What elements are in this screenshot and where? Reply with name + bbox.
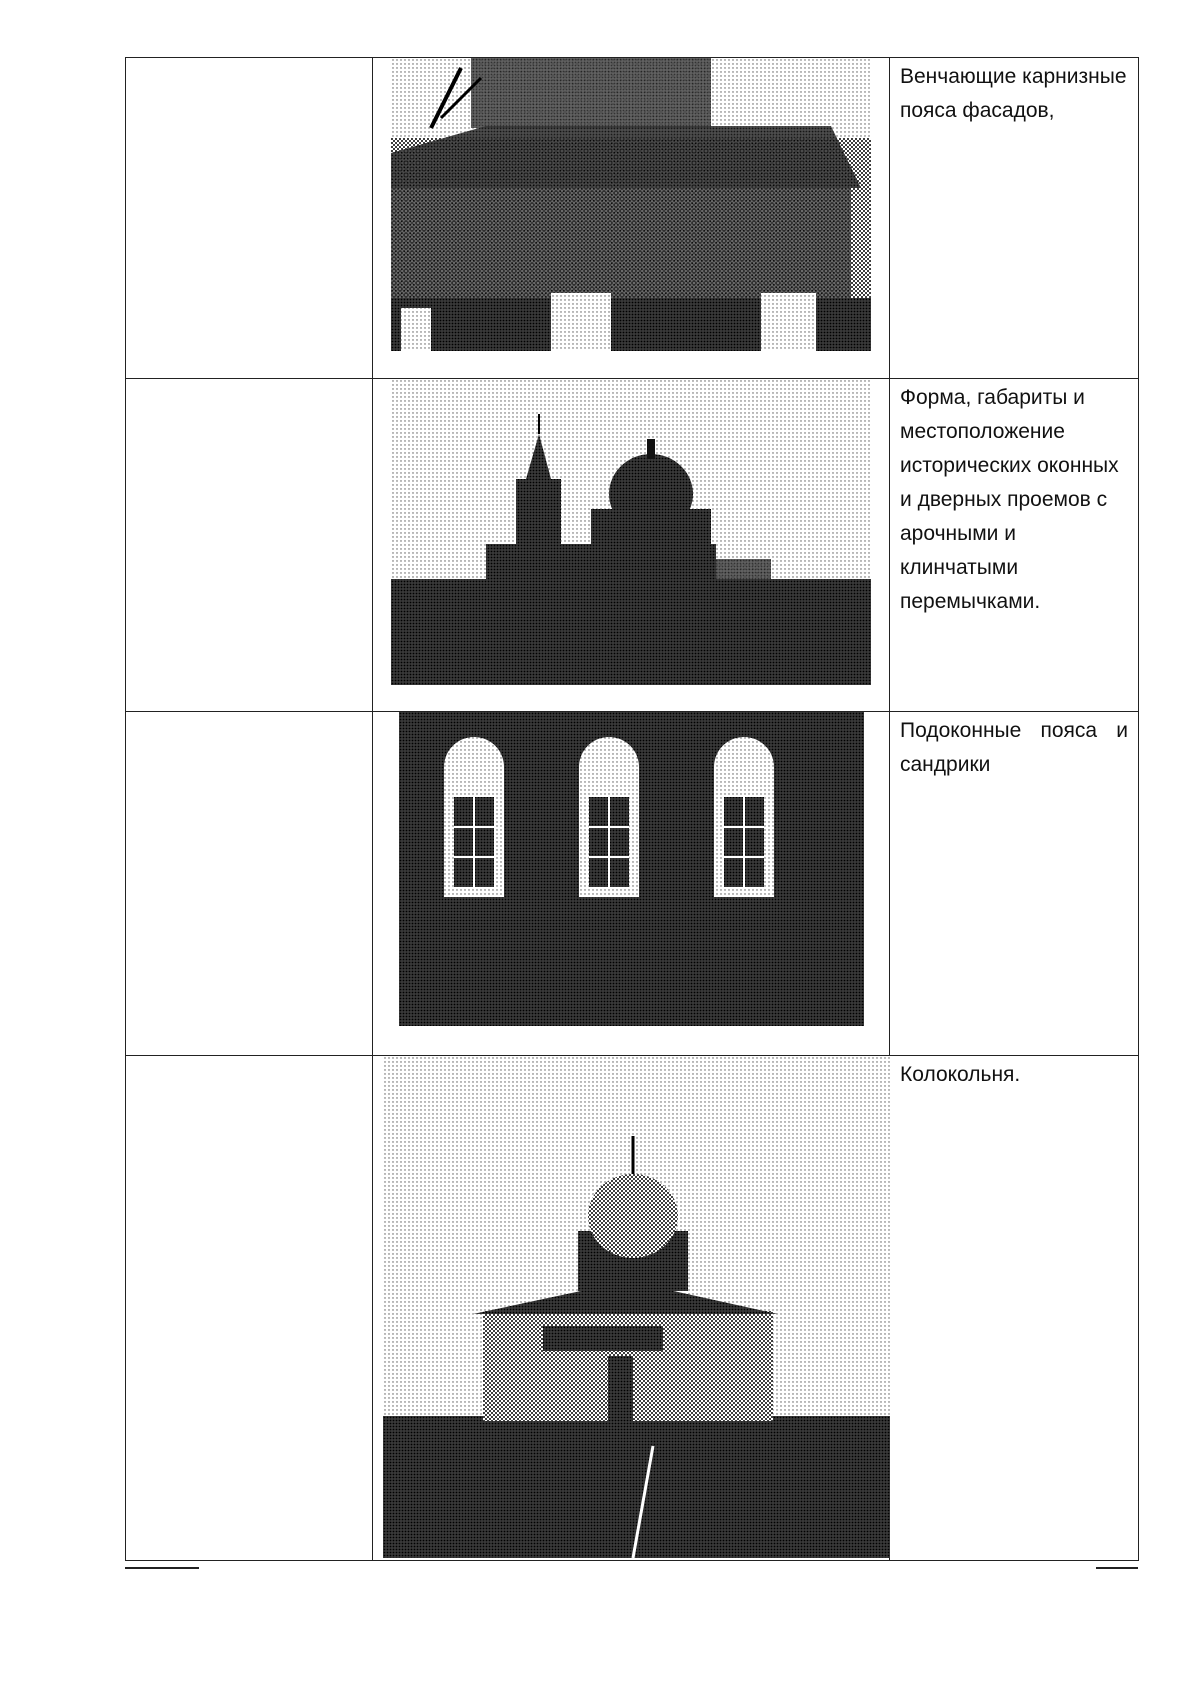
row-1-caption: Венчающие карнизные пояса фасадов,: [900, 65, 1127, 122]
empty-cell: [126, 379, 373, 712]
empty-cell: [126, 58, 373, 379]
features-table: [125, 57, 1139, 1561]
church-view-photo: [391, 379, 871, 685]
table-row: [126, 379, 1139, 712]
photo-cell: [373, 1056, 890, 1561]
bell-tower-photo: [383, 1056, 890, 1558]
bottom-mark-right: [1096, 1567, 1138, 1569]
empty-cell: [126, 1056, 373, 1561]
table-row: [126, 712, 1139, 1056]
row-4-caption: Колокольня.: [900, 1063, 1021, 1086]
empty-cell: [126, 712, 373, 1056]
photo-cell: [373, 379, 890, 712]
caption-cell: [890, 712, 1139, 1056]
windows-facade-photo: [399, 712, 864, 1026]
photo-cell: [373, 58, 890, 379]
table-row: [126, 1056, 1139, 1561]
row-2-caption: Форма, габариты и местоположение исторических оконных и дверных проемов с арочными и клинчатыми перемычками.: [900, 386, 1119, 613]
photo-cell: [373, 712, 890, 1056]
cornice-belt-photo: [391, 58, 871, 351]
caption-cell: [890, 1056, 1139, 1561]
caption-cell: [890, 58, 1139, 379]
table-row: [126, 58, 1139, 379]
caption-cell: [890, 379, 1139, 712]
row-3-caption: Подоконные пояса и сандрики: [900, 719, 1128, 776]
bottom-mark-left: [125, 1567, 199, 1569]
